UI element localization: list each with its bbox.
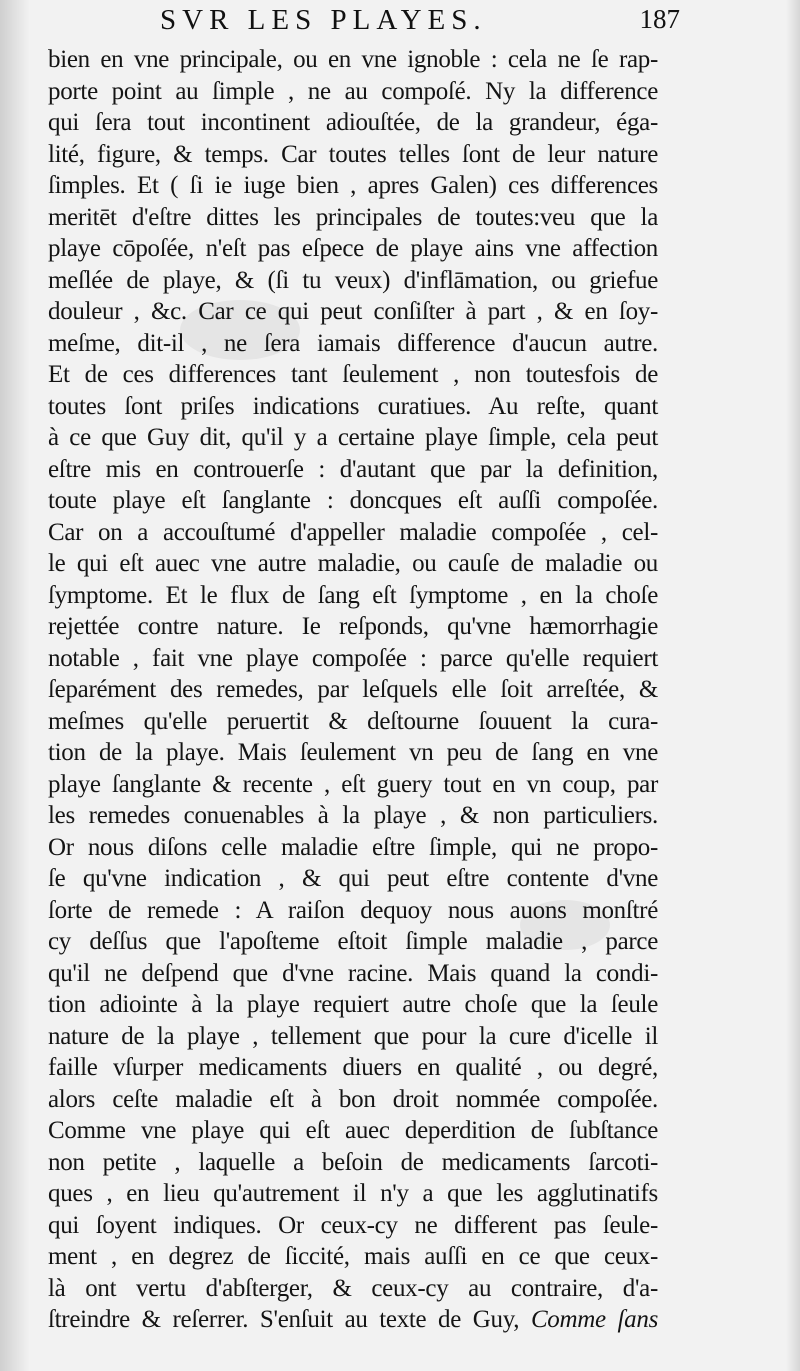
text-line: meſlée de playe, & (ſi tu veux) d'inflāmation, ou griefue [48, 266, 658, 294]
text-line: douleur , &c. Car ce qui peut conſiſter à part , & en ſoy- [48, 298, 658, 325]
text-line: toute playe eſt ſanglante : doncques eſt auſſi compoſée. [48, 487, 658, 514]
text-line: meſme, dit-il , ne ſera iamais difference d'aucun autre. [48, 329, 658, 357]
page-number: 187 [639, 4, 680, 34]
page-gutter-shadow [0, 0, 30, 1371]
text-line: playe ſanglante & recente , eſt guery tout en vn coup, par [48, 770, 658, 798]
page-edge-shadow [786, 0, 800, 1371]
text-line: nature de la playe , tellement que pour la cure d'icelle il [48, 1022, 658, 1050]
body-text [48, 44, 658, 1336]
text-line: qui ſera tout incontinent adiouſtée, de la grandeur, éga- [48, 109, 658, 136]
catchword: Comme ſans [530, 1306, 658, 1333]
text-line: le qui eſt auec vne autre maladie, ou cauſe de maladie ou [48, 550, 658, 577]
text-line: là ont vertu d'abſterger, & ceux-cy au contraire, d'a- [48, 1274, 658, 1302]
text-line: bien en vne principale, ou en vne ignoble : cela ne ſe rap- [48, 46, 658, 73]
text-line: les remedes conuenables à la playe , & non particuliers. [48, 802, 658, 829]
text-line: lité, figure, & temps. Car toutes telles ſont de leur nature [48, 140, 658, 168]
text-line-final [48, 1304, 658, 1336]
text-line: alors ceſte maladie eſt à bon droit nommée compoſée. [48, 1085, 658, 1113]
text-line: porte point au ſimple , ne au compoſé. Ny la difference [48, 77, 658, 105]
text-line: cy deſſus que l'apoſteme eſtoit ſimple maladie , parce [48, 928, 658, 955]
text-line: Et de ces differences tant ſeulement , non toutesfois de [48, 361, 658, 388]
text-line: ſorte de remede : A raiſon dequoy nous auons monſtré [48, 896, 658, 924]
text-line: Or nous diſons celle maladie eſtre ſimple, qui ne propo- [48, 833, 658, 861]
text-line: tion adiointe à la playe requiert autre choſe que la ſeule [48, 991, 658, 1018]
text-line: non petite , laquelle a beſoin de medicaments ſarcoti- [48, 1148, 658, 1176]
text-line: eſtre mis en controuerſe : d'autant que par la definition, [48, 455, 658, 483]
text-line: tion de la playe. Mais ſeulement vn peu de ſang en vne [48, 739, 658, 766]
text-line: meſmes qu'elle peruertit & deſtourne ſouuent la cura- [48, 707, 658, 735]
text-line: playe cōpoſée, n'eſt pas eſpece de playe ains vne affection [48, 235, 658, 262]
text-line: ſymptome. Et le flux de ſang eſt ſymptome , en la choſe [48, 581, 658, 609]
text-line: rejettée contre nature. Ie reſponds, qu'vne hæmorrhagie [48, 613, 658, 640]
text-line: toutes ſont priſes indications curatiues. Au reſte, quant [48, 392, 658, 420]
running-title: SVR LES PLAYES. [160, 4, 487, 36]
text-line: ſeparément des remedes, par leſquels elle ſoit arreſtée, & [48, 676, 658, 703]
text-line: ſe qu'vne indication , & qui peut eſtre contente d'vne [48, 865, 658, 892]
text-line: Comme vne playe qui eſt auec deperdition de ſubſtance [48, 1117, 658, 1144]
text-line: ques , en lieu qu'autrement il n'y a que les agglutinatifs [48, 1180, 658, 1207]
text-line: qui ſoyent indiques. Or ceux-cy ne different pas ſeule- [48, 1211, 658, 1239]
final-line-text: ſtreindre & reſerrer. S'enſuit au texte de Guy, [48, 1306, 520, 1333]
text-line: ment , en degrez de ſiccité, mais auſſi en ce que ceux- [48, 1243, 658, 1270]
text-line: notable , fait vne playe compoſée : parce qu'elle requiert [48, 644, 658, 672]
text-line: Car on a accouſtumé d'appeller maladie compoſée , cel- [48, 518, 658, 546]
running-head [120, 2, 680, 42]
text-line: ſimples. Et ( ſi ie iuge bien , apres Galen) ces differences [48, 172, 658, 199]
text-line: qu'il ne deſpend que d'vne racine. Mais quand la condi- [48, 959, 658, 987]
text-line: faille vſurper medicaments diuers en qualité , ou degré, [48, 1054, 658, 1081]
text-line: meritēt d'eſtre dittes les principales de toutes:veu que la [48, 203, 658, 231]
text-line: à ce que Guy dit, qu'il y a certaine playe ſimple, cela peut [48, 424, 658, 451]
